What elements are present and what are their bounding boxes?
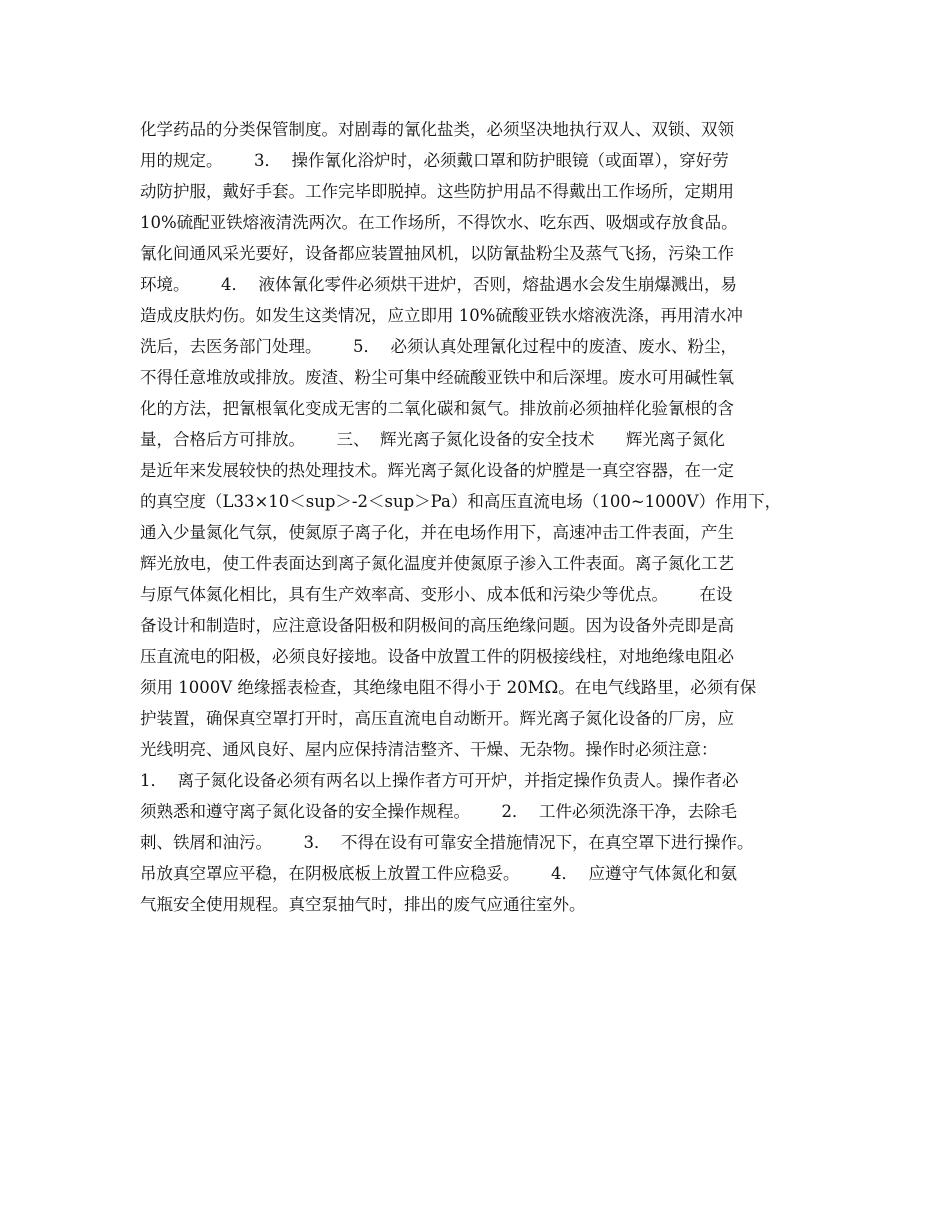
- text-line: 压直流电的阳极，必须良好接地。设备中放置工件的阴极接线柱，对地绝缘电阻必: [140, 647, 734, 666]
- text-line: 不得任意堆放或排放。废渣、粉尘可集中经硫酸亚铁中和后深埋。废水可用碱性氧: [140, 368, 734, 387]
- text-line: 氰化间通风采光要好，设备都应装置抽风机，以防氰盐粉尘及蒸气飞扬，污染工作: [140, 244, 734, 263]
- text-line: 洗后，去医务部门处理。 5． 必须认真处理氰化过程中的废渣、废水、粉尘，: [140, 337, 737, 356]
- text-line: 刺、铁屑和油污。 3． 不得在设有可靠安全措施情况下，在真空罩下进行操作。: [140, 833, 754, 852]
- text-line: 动防护服，戴好手套。工作完毕即脱掉。这些防护用品不得戴出工作场所，定期用: [140, 182, 734, 201]
- text-line: 与原气体氮化相比，具有生产效率高、变形小、成本低和污染少等优点。 在设: [140, 585, 733, 604]
- text-line: 光线明亮、通风良好、屋内应保持清洁整齐、干燥、无杂物。操作时必须注意：: [140, 740, 718, 759]
- text-line: 通入少量氮化气氛，使氮原子离子化，并在电场作用下，高速冲击工件表面，产生: [140, 523, 734, 542]
- text-line: 须熟悉和遵守离子氮化设备的安全操作规程。 2． 工件必须洗涤干净，去除毛: [140, 802, 737, 821]
- text-line: 环境。 4． 液体氰化零件必须烘干进炉，否则，熔盐遇水会发生崩爆溅出，易: [140, 275, 737, 294]
- text-line: 辉光放电，使工件表面达到离子氮化温度并使氮原子渗入工件表面。离子氮化工艺: [140, 554, 734, 573]
- text-line: 1． 离子氮化设备必须有两名以上操作者方可开炉，并指定操作负责人。操作者必: [140, 771, 739, 790]
- text-line: 的真空度（L33×10＜sup＞-2＜sup＞Pa）和高压直流电场（100~1000V）作用下，: [140, 492, 782, 511]
- text-line: 造成皮肤灼伤。如发生这类情况，应立即用 10%硫酸亚铁水熔液洗涤，再用清水冲: [140, 306, 743, 325]
- text-line: 用的规定。 3． 操作氰化浴炉时，必须戴口罩和防护眼镜（或面罩），穿好劳: [140, 151, 729, 170]
- text-line: 须用 1000V 绝缘摇表检查，其绝缘电阻不得小于 20MΩ。在电气线路里，必须有保: [140, 678, 757, 697]
- text-line: 吊放真空罩应平稳，在阴极底板上放置工件应稳妥。 4． 应遵守气体氮化和氨: [140, 864, 737, 883]
- text-line: 10%硫配亚铁熔液清洗两次。在工作场所，不得饮水、吃东西、吸烟或存放食品。: [140, 213, 738, 232]
- text-line: 化学药品的分类保管制度。对剧毒的氰化盐类，必须坚决地执行双人、双锁、双领: [140, 120, 734, 139]
- text-line: 是近年来发展较快的热处理技术。辉光离子氮化设备的炉膛是一真空容器，在一定: [140, 461, 734, 480]
- text-line: 气瓶安全使用规程。真空泵抽气时，排出的废气应通往室外。: [140, 895, 586, 914]
- text-line: 量，合格后方可排放。 三、 辉光离子氮化设备的安全技术 辉光离子氮化: [140, 430, 725, 449]
- text-line: 护装置，确保真空罩打开时，高压直流电自动断开。辉光离子氮化设备的厂房，应: [140, 709, 734, 728]
- text-line: 备设计和制造时，应注意设备阳极和阴极间的高压绝缘问题。因为设备外壳即是高: [140, 616, 734, 635]
- text-line: 化的方法，把氰根氧化变成无害的二氧化碳和氮气。排放前必须抽样化验氰根的含: [140, 399, 734, 418]
- body-text: [140, 114, 830, 920]
